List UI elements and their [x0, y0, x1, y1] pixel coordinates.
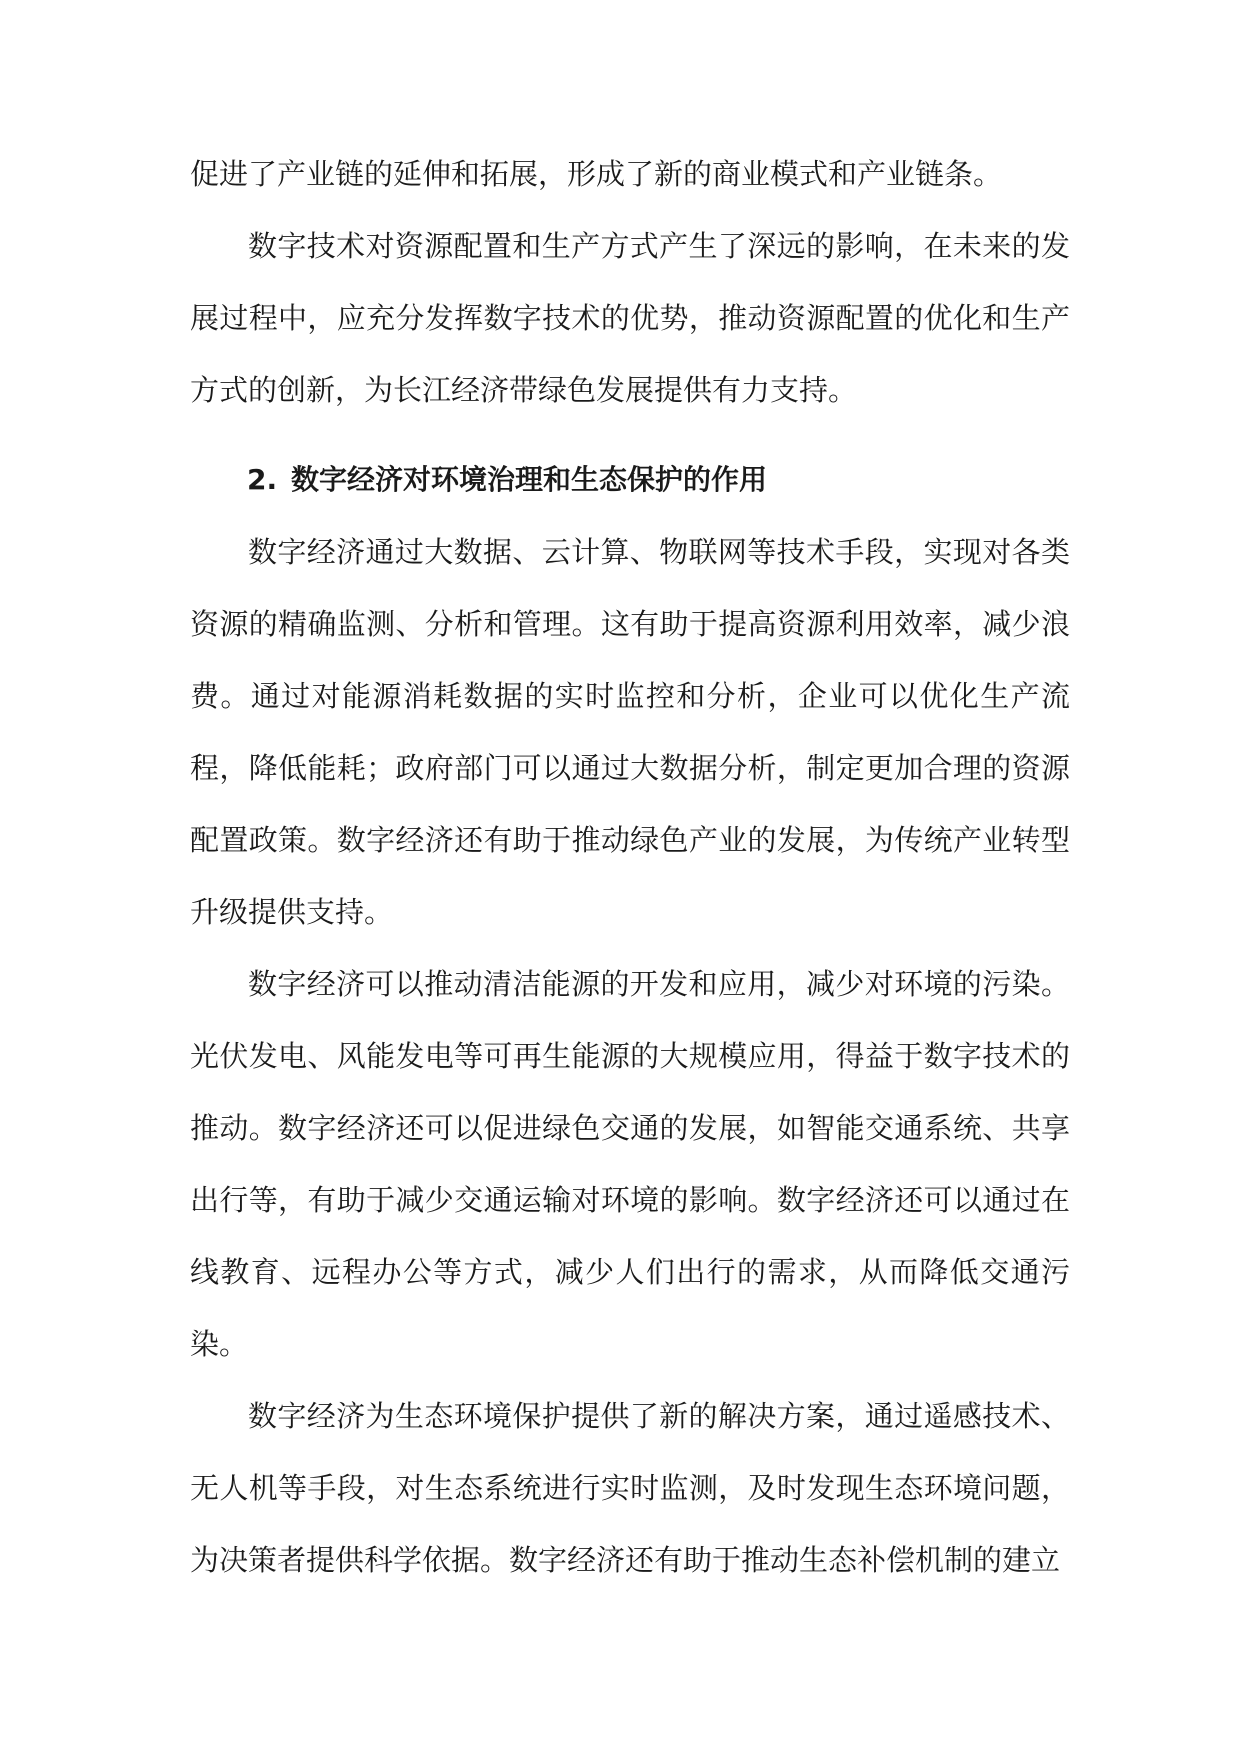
body-text	[190, 138, 1070, 1596]
paragraph-digital-tech-impact: 数字技术对资源配置和生产方式产生了深远的影响，在未来的发展过程中，应充分发挥数字技术的优势，推动资源配置的优化和生产方式的创新，为长江经济带绿色发展提供有力支持。	[190, 229, 1070, 407]
section-title: 数字经济对环境治理和生态保护的作用	[291, 463, 768, 496]
paragraph-clean-energy: 数字经济可以推动清洁能源的开发和应用，减少对环境的污染。光伏发电、风能发电等可再生能源的大规模应用，得益于数字技术的推动。数字经济还可以促进绿色交通的发展，如智能交通系统、共享出行等，有助于减少交通运输对环境的影响。数字经济还可以通过在线教育、远程办公等方式，减少人们出行的需求，从而降低交通污染。	[190, 967, 1070, 1361]
section-heading	[190, 444, 1070, 516]
paragraph-resource-monitoring: 数字经济通过大数据、云计算、物联网等技术手段，实现对各类资源的精确监测、分析和管理。这有助于提高资源利用效率，减少浪费。通过对能源消耗数据的实时监控和分析，企业可以优化生产流程，降低能耗；政府部门可以通过大数据分析，制定更加合理的资源配置政策。数字经济还有助于推动绿色产业的发展，为传统产业转型升级提供支持。	[190, 535, 1070, 929]
paragraph-continuation: 促进了产业链的延伸和拓展，形成了新的商业模式和产业链条。	[190, 157, 1003, 191]
section-number: 2.	[247, 463, 278, 496]
paragraph-ecological-protection: 数字经济为生态环境保护提供了新的解决方案，通过遥感技术、无人机等手段，对生态系统进行实时监测，及时发现生态环境问题，为决策者提供科学依据。数字经济还有助于推动生态补偿机制的建立	[190, 1399, 1070, 1577]
